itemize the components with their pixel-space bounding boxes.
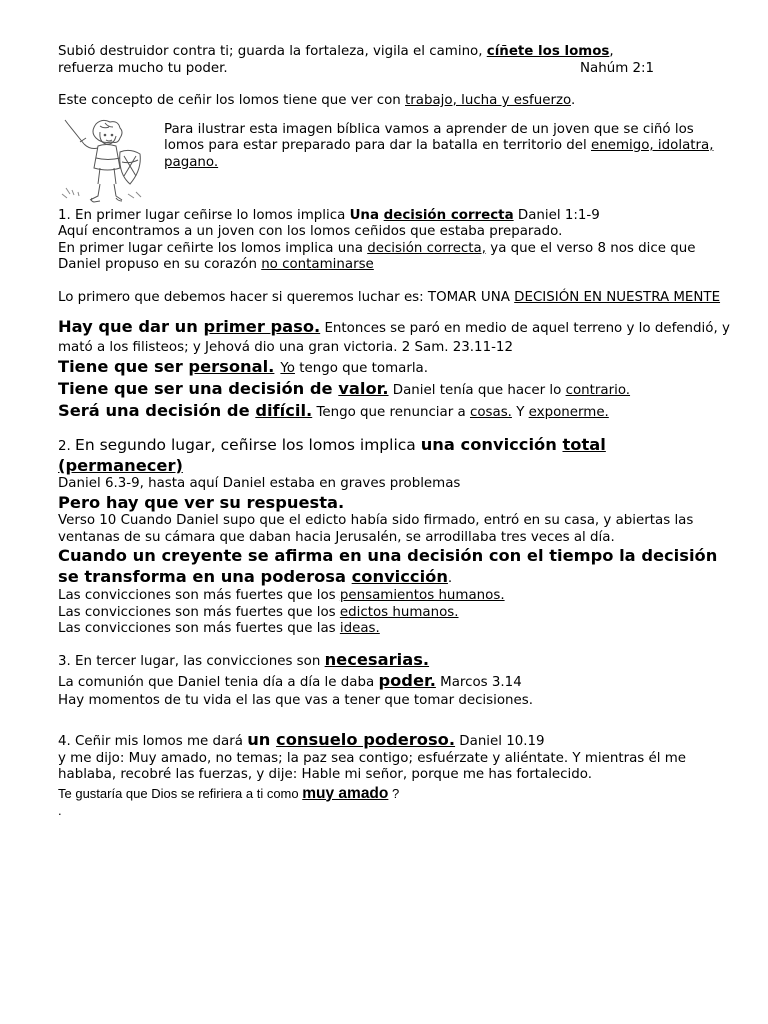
- heading-text: Hay que dar un: [58, 317, 204, 336]
- verse-reference: Marcos 3.14: [435, 674, 522, 690]
- intro-block: [58, 122, 730, 204]
- heading-valor: [58, 379, 730, 401]
- heading-personal: [58, 357, 730, 379]
- text: Lo primero que debemos hacer si queremos luchar es: TOMAR UNA: [58, 289, 515, 305]
- heading-text: personal.: [188, 357, 275, 376]
- text: La comunión que Daniel tenia día a día le daba: [58, 674, 379, 690]
- text: tengo que tomarla.: [294, 361, 429, 376]
- underlined-text: decisión correcta,: [367, 240, 487, 256]
- heading-text: valor.: [338, 379, 389, 398]
- underlined-text: ideas.: [339, 621, 380, 636]
- text: En segundo lugar, ceñirse los lomos implica: [75, 436, 421, 454]
- text: Subió destruidor contra ti; guarda la fortaleza, vigila el camino,: [58, 44, 487, 59]
- text: .: [570, 93, 576, 108]
- paragraph-first-step: [58, 290, 730, 307]
- verse-reference: Nahúm 2:1: [580, 60, 655, 76]
- closing-question: [58, 784, 730, 804]
- heading-text: un: [247, 729, 277, 749]
- text: Entonces se paró en medio de aquel terreno y lo defendió, y mató a los filisteos; y Jehová dio una gran victoria. 2 Sam. 23.11-12: [58, 321, 730, 355]
- text: .: [58, 802, 62, 818]
- text: ,: [609, 44, 614, 59]
- heading-text: consuelo poderoso.: [276, 729, 456, 749]
- heading-text: difícil.: [255, 401, 313, 420]
- closing-dot: [58, 804, 730, 819]
- text: ?: [388, 785, 400, 801]
- underlined-text: contrario.: [565, 383, 631, 398]
- text: Para ilustrar esta imagen bíblica vamos a aprender de un joven que se ciñó los lomos para estar preparado para dar la batalla en territorio del: [164, 121, 694, 153]
- text: ya que el verso 8 nos dice que Daniel propuso en su corazón: [58, 240, 696, 272]
- heading-dificil: [58, 401, 730, 423]
- heading-text: total (permanecer): [58, 435, 606, 475]
- text: Las convicciones son más fuertes que los: [58, 604, 340, 620]
- heading-text: muy amado: [302, 784, 389, 802]
- paragraph-conviction: [58, 546, 730, 588]
- text: 1. En primer lugar ceñirse lo lomos implica: [58, 207, 350, 223]
- heading-text: Pero hay que ver su respuesta.: [58, 492, 345, 512]
- text: Te gustaría que Dios se refiriera a ti como: [58, 785, 303, 801]
- section-1: [58, 208, 730, 274]
- text: Daniel tenía que hacer lo: [388, 383, 566, 398]
- heading-text: poder.: [378, 670, 436, 690]
- paragraph-nahum: [58, 44, 730, 77]
- text: refuerza mucho tu poder.: [58, 60, 228, 76]
- underlined-text: no contaminarse: [261, 257, 374, 272]
- text: y me dijo: Muy amado, no temas; la paz sea contigo; esfuérzate y aliéntate. Y mientras él me hablaba, recobré las fuerzas, y dije: Hable mi señor, porque me has fortalecido.: [58, 750, 687, 782]
- section-2: [58, 435, 730, 546]
- underlined-text: enemigo, idolatra, pagano.: [164, 138, 714, 170]
- text: 4. Ceñir mis lomos me dará: [58, 733, 248, 749]
- heading-text: primer paso.: [203, 317, 321, 336]
- heading-primer-paso: [58, 317, 730, 357]
- heading-text: Será una decisión de: [58, 401, 256, 420]
- text: Tengo que renunciar a: [312, 405, 470, 420]
- underlined-text: Yo: [280, 361, 295, 376]
- text: Las convicciones son más fuertes que las: [58, 621, 340, 636]
- verse-reference: Daniel 10.19: [455, 733, 545, 749]
- heading-text: una convicción: [420, 435, 563, 454]
- heading-text: necesarias.: [324, 649, 430, 669]
- text: En primer lugar ceñirte los lomos implica una: [58, 240, 368, 256]
- text: Daniel 6.3-9, hasta aquí Daniel estaba en graves problemas: [58, 476, 461, 491]
- paragraph-concept: [58, 93, 730, 110]
- emphasis: Una: [349, 207, 384, 223]
- text: Hay momentos de tu vida el las que vas a tener que tomar decisiones.: [58, 692, 533, 708]
- text: Aquí encontramos a un joven con los lomos ceñidos que estaba preparado.: [58, 224, 563, 239]
- text: .: [447, 571, 453, 586]
- section-4-body: [58, 751, 730, 784]
- underlined-text: cosas.: [469, 405, 512, 420]
- underlined-text: trabajo, lucha y esfuerzo: [405, 93, 571, 108]
- text: Este concepto de ceñir los lomos tiene que ver con: [58, 93, 406, 108]
- text: Y: [511, 405, 529, 420]
- heading-text: Cuando un creyente se afirma en una decisión con el tiempo la decisión se transforma en una poderosa: [58, 546, 718, 586]
- document-page: [58, 44, 730, 819]
- underlined-text: DECISIÓN EN NUESTRA MENTE: [514, 289, 721, 305]
- paragraph-intro: [164, 122, 730, 172]
- text: 2.: [58, 439, 76, 454]
- emphasis: cíñete los lomos: [486, 44, 610, 59]
- underlined-text: exponerme.: [528, 405, 609, 420]
- emphasis: decisión correcta: [383, 207, 514, 223]
- section-3: [58, 650, 730, 671]
- convictions-list: [58, 588, 730, 638]
- heading-text: convicción: [351, 567, 448, 586]
- boy-with-shield-illustration: [58, 118, 158, 204]
- underlined-text: edictos humanos.: [339, 604, 459, 620]
- text: Verso 10 Cuando Daniel supo que el edicto había sido firmado, entró en su casa, y abiertas las ventanas de su cámara que daban hacia Jerusalén, se arrodillaba tres veces al día.: [58, 513, 694, 545]
- text: 3. En tercer lugar, las convicciones son: [58, 653, 325, 669]
- section-3-body: [58, 671, 730, 710]
- underlined-text: pensamientos humanos.: [339, 588, 505, 603]
- heading-text: Tiene que ser: [58, 357, 189, 376]
- heading-text: Tiene que ser una decisión de: [58, 379, 339, 398]
- section-4: [58, 730, 730, 751]
- verse-reference: Daniel 1:1-9: [513, 207, 600, 223]
- text: Las convicciones son más fuertes que los: [58, 588, 340, 603]
